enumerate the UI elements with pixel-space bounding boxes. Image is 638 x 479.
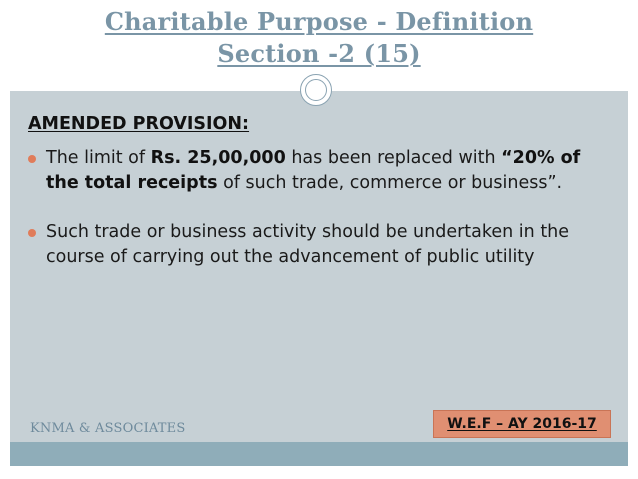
bullet-list xyxy=(28,146,618,270)
divider-circle-inner xyxy=(305,79,327,101)
divider-circle-ornament xyxy=(300,74,332,106)
firm-name: KNMA & ASSOCIATES xyxy=(30,421,186,436)
bullet-text-part: of such trade, commerce or business”. xyxy=(217,173,563,193)
bullet-item xyxy=(28,220,618,270)
bullet-text-part: has been replaced with xyxy=(285,148,502,168)
bullet-text: Such trade or business activity should be undertaken in the course of carrying out the advancement of public utility xyxy=(46,222,570,267)
bullet-text-part: The limit of xyxy=(46,148,151,168)
title-line-1: Charitable Purpose - Definition xyxy=(104,7,534,36)
section-heading: AMENDED PROVISION: xyxy=(28,114,250,134)
bullet-dot-icon xyxy=(28,229,36,237)
bullet-bold-amount: Rs. 25,00,000 xyxy=(150,148,286,168)
wef-badge: W.E.F – AY 2016-17 xyxy=(433,410,611,438)
title-line-2: Section -2 (15) xyxy=(217,39,421,68)
bullet-bold-receipts: “20% of the total receipts xyxy=(46,148,581,193)
bullet-dot-icon xyxy=(28,155,36,163)
bullet-item xyxy=(28,146,618,196)
footer-band xyxy=(10,442,628,466)
